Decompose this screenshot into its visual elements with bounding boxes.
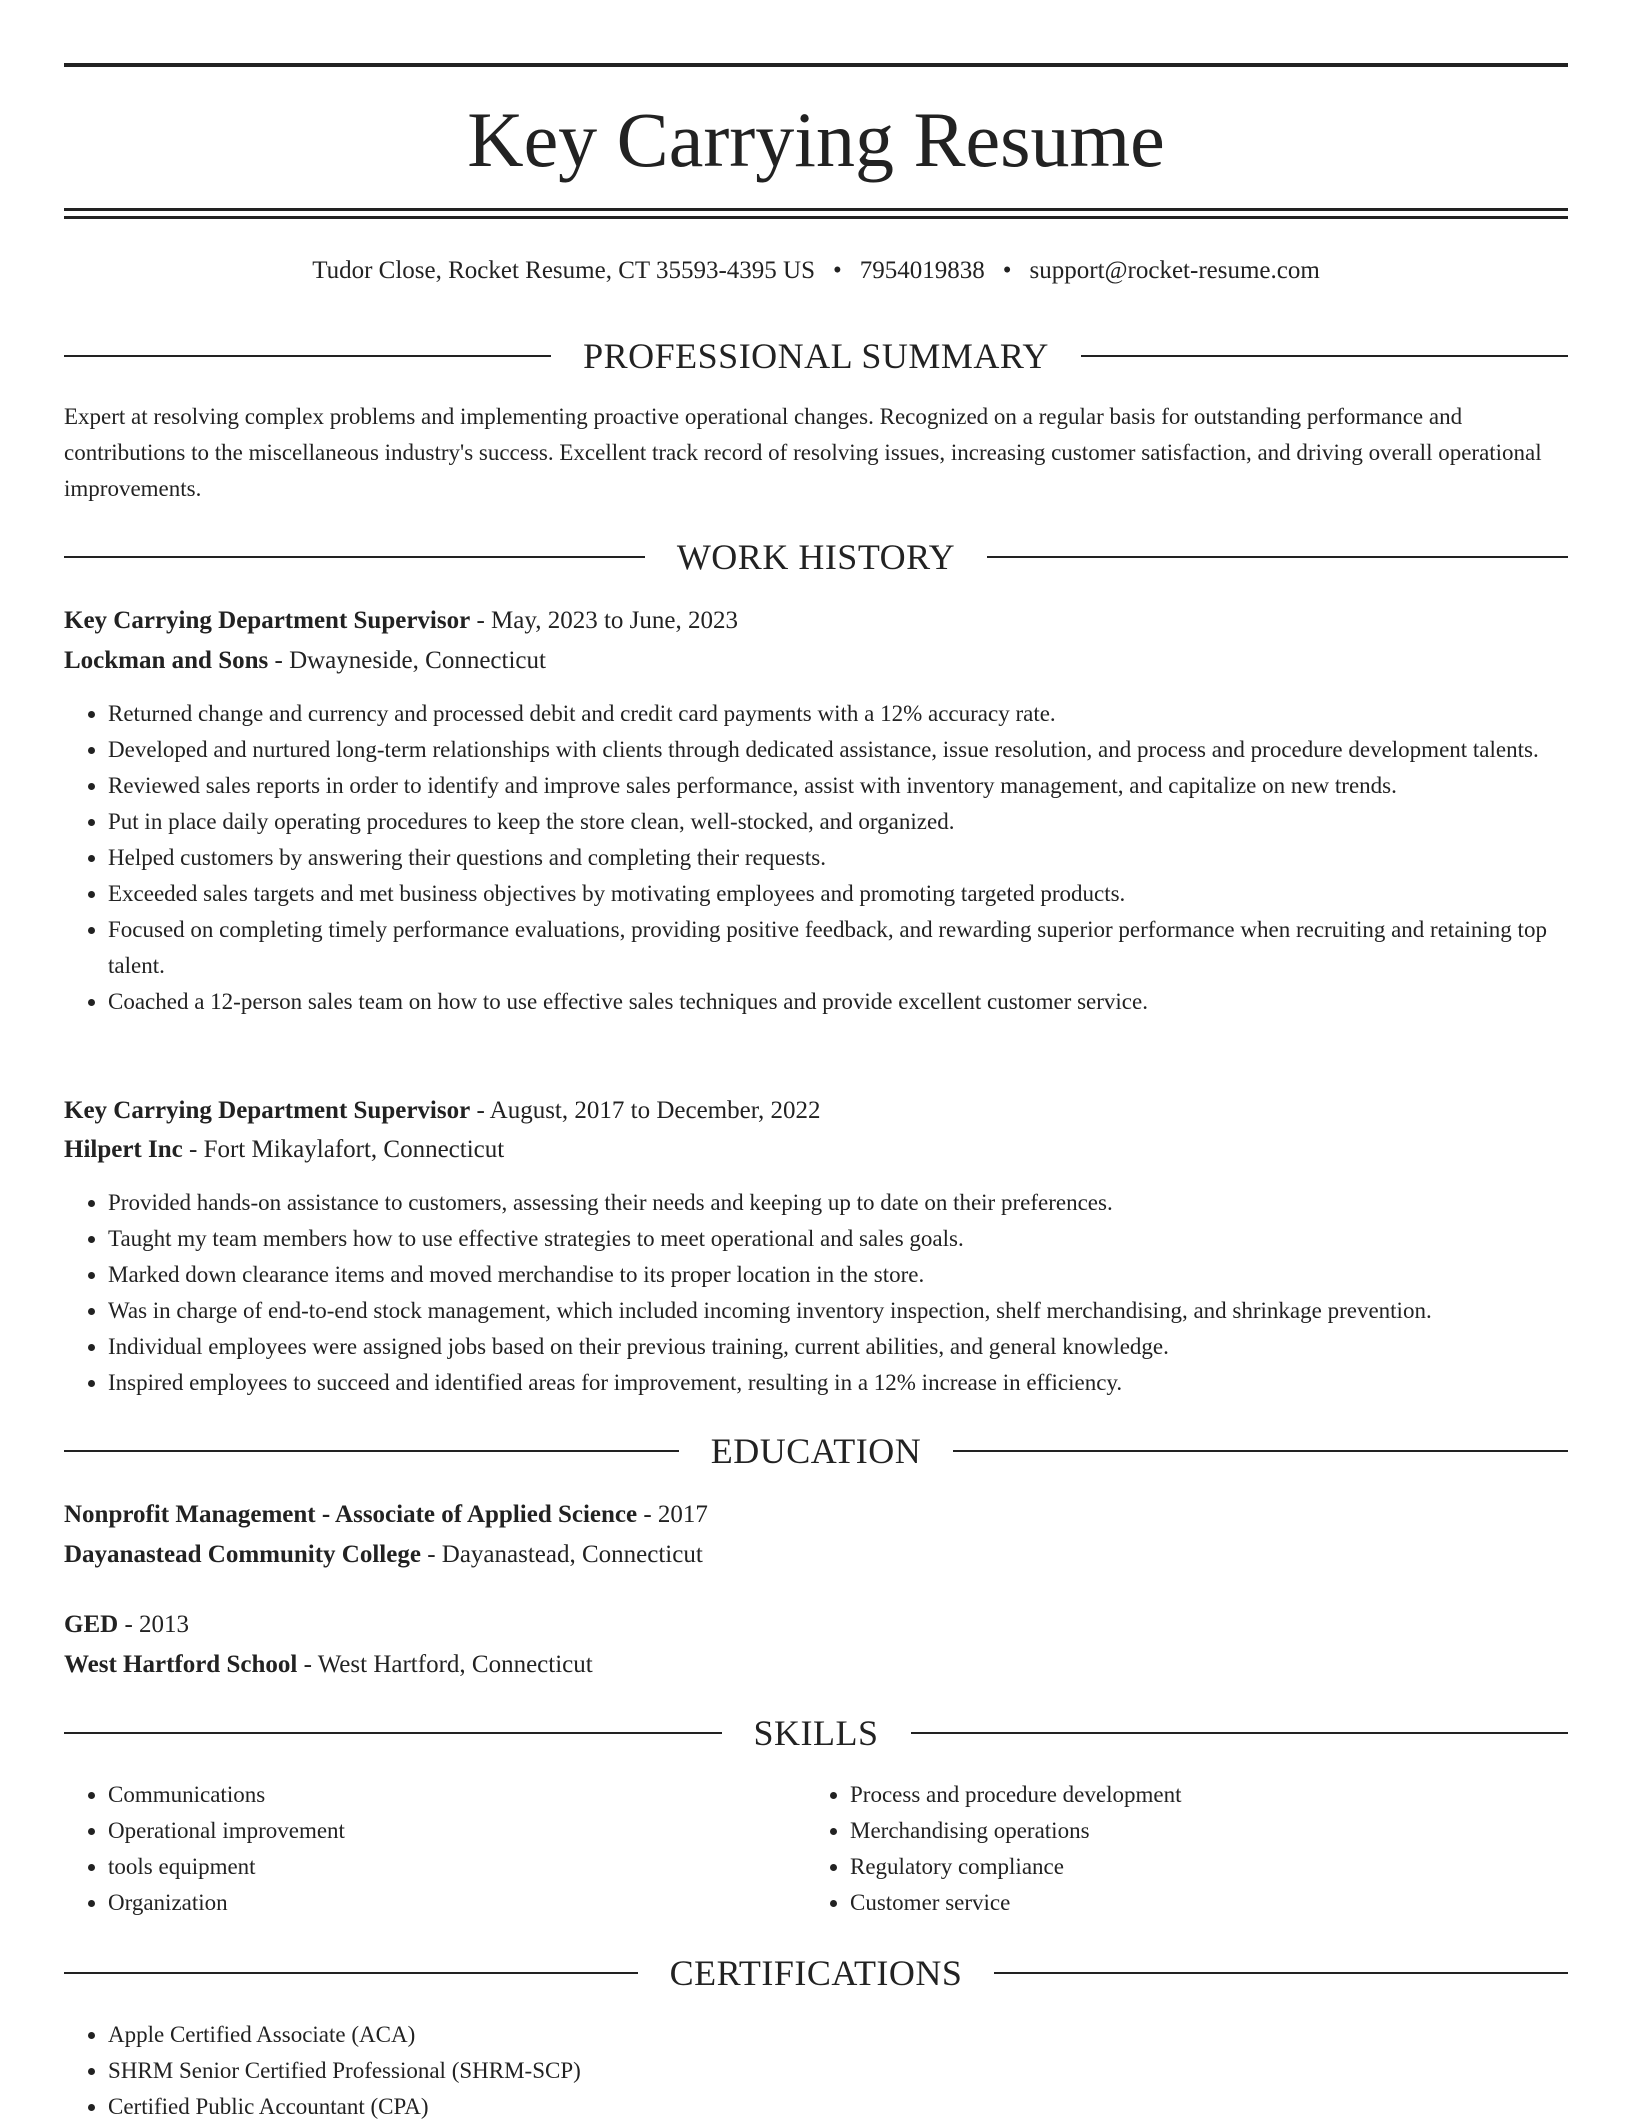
list-item: • Operational improvement: [108, 1813, 788, 1849]
job-company: Hilpert Inc: [64, 1136, 183, 1163]
skills-list-right: [806, 1777, 1530, 1921]
education-year: - 2017: [637, 1501, 708, 1528]
education-school-line: [64, 1646, 1568, 1684]
job-dates: - August, 2017 to December, 2022: [470, 1097, 821, 1124]
divider: [64, 556, 645, 558]
contact-email: support@rocket-resume.com: [1029, 257, 1320, 284]
job-title-line: [64, 602, 1568, 640]
education-school: Dayanastead Community College: [64, 1541, 421, 1568]
divider: [987, 556, 1568, 558]
list-item: • Communications: [108, 1777, 788, 1813]
job-dates: - May, 2023 to June, 2023: [470, 607, 739, 634]
list-item: • SHRM Senior Certified Professional (SHRM-SCP): [108, 2053, 1568, 2089]
divider: [64, 1450, 679, 1452]
list-item: • Coached a 12-person sales team on how to use effective sales techniques and provide excellent customer service.: [108, 984, 1568, 1020]
contact-separator: •: [1002, 257, 1012, 284]
section-header-work: [64, 535, 1568, 579]
contact-phone: 7954019838: [859, 257, 985, 284]
list-item: • Certified Public Accountant (CPA): [108, 2089, 1568, 2125]
list-item: • Focused on completing timely performance evaluations, providing positive feedback, and rewarding superior performance when recruiting and retaining top talent.: [108, 912, 1568, 984]
section-header-summary: [64, 334, 1568, 378]
certifications-list: [64, 2017, 1568, 2125]
section-header-certifications: [64, 1951, 1568, 1995]
list-item: • Inspired employees to succeed and identified areas for improvement, resulting in a 12% increase in efficiency.: [108, 1365, 1568, 1401]
section-header-skills: [64, 1711, 1568, 1755]
top-rule: [64, 63, 1568, 67]
list-item: • Exceeded sales targets and met business objectives by motivating employees and promoting targeted products.: [108, 876, 1568, 912]
list-item: • Taught my team members how to use effective strategies to meet operational and sales goals.: [108, 1221, 1568, 1257]
contact-address: Tudor Close, Rocket Resume, CT 35593-4395 US: [312, 257, 815, 284]
list-item: • Individual employees were assigned jobs based on their previous training, current abilities, and general knowledge.: [108, 1329, 1568, 1365]
education-school: West Hartford School: [64, 1651, 298, 1678]
divider: [64, 355, 551, 357]
education-location: - Dayanastead, Connecticut: [420, 1541, 703, 1568]
education-degree: Nonprofit Management - Associate of Applied Science: [64, 1501, 638, 1528]
job-company-line: [64, 642, 1568, 680]
section-title: EDUCATION: [710, 1431, 922, 1471]
list-item: • Reviewed sales reports in order to identify and improve sales performance, assist with inventory management, and capitalize on new trends.: [108, 768, 1568, 804]
list-item: • tools equipment: [108, 1849, 788, 1885]
list-item: • Provided hands-on assistance to customers, assessing their needs and keeping up to date on their preferences.: [108, 1185, 1568, 1221]
list-item: • Apple Certified Associate (ACA): [108, 2017, 1568, 2053]
section-title: WORK HISTORY: [676, 537, 956, 577]
resume-title: Key Carrying Resume: [467, 96, 1165, 183]
divider: [64, 1972, 638, 1974]
list-item: • Marked down clearance items and moved merchandise to its proper location in the store.: [108, 1257, 1568, 1293]
list-item: • Put in place daily operating procedures to keep the store clean, well-stocked, and organized.: [108, 804, 1568, 840]
job-bullets: [64, 1185, 1568, 1401]
job-title-line: [64, 1092, 1568, 1130]
section-header-education: [64, 1429, 1568, 1473]
divider: [953, 1450, 1568, 1452]
list-item: • Was in charge of end-to-end stock management, which included incoming inventory inspection, shelf merchandising, and shrinkage prevention.: [108, 1293, 1568, 1329]
education-year: - 2013: [118, 1611, 190, 1638]
title-rule-lower: [64, 216, 1568, 219]
list-item: • Merchandising operations: [850, 1813, 1530, 1849]
education-degree: GED: [64, 1611, 119, 1638]
list-item: • Returned change and currency and processed debit and credit card payments with a 12% accuracy rate.: [108, 696, 1568, 732]
section-title: CERTIFICATIONS: [669, 1953, 963, 1993]
education-degree-line: [64, 1606, 1568, 1644]
divider: [64, 1732, 722, 1734]
divider: [1081, 355, 1568, 357]
job-company: Lockman and Sons: [64, 647, 269, 674]
education-degree-line: [64, 1496, 1568, 1534]
list-item: • Organization: [108, 1885, 788, 1921]
contact-line: [64, 254, 1568, 288]
skills-list-left: [64, 1777, 788, 1921]
section-title: SKILLS: [753, 1713, 879, 1753]
job-company-line: [64, 1131, 1568, 1169]
job-title: Key Carrying Department Supervisor: [64, 607, 471, 634]
summary-text: Expert at resolving complex problems and implementing proactive operational changes. Recognized on a regular basis for outstanding performance and contributions to the miscellaneous industry's success. Excellent track record of resolving issues, increasing customer satisfaction, and driving overall operational improvements.: [64, 404, 1542, 501]
section-title: PROFESSIONAL SUMMARY: [583, 336, 1049, 376]
job-location: - Dwayneside, Connecticut: [268, 647, 546, 674]
list-item: • Helped customers by answering their questions and completing their requests.: [108, 840, 1568, 876]
contact-separator: •: [832, 257, 842, 284]
divider: [911, 1732, 1569, 1734]
title-rule-upper: [64, 208, 1568, 211]
job-bullets: [64, 696, 1568, 1020]
list-item: • Customer service: [850, 1885, 1530, 1921]
education-school-line: [64, 1536, 1568, 1574]
list-item: • Regulatory compliance: [850, 1849, 1530, 1885]
list-item: • Developed and nurtured long-term relationships with clients through dedicated assistance, issue resolution, and process and procedure development talents.: [108, 732, 1568, 768]
job-title: Key Carrying Department Supervisor: [64, 1097, 471, 1124]
divider: [994, 1972, 1568, 1974]
list-item: • Process and procedure development: [850, 1777, 1530, 1813]
job-location: - Fort Mikaylafort, Connecticut: [182, 1136, 505, 1163]
education-location: - West Hartford, Connecticut: [297, 1651, 593, 1678]
